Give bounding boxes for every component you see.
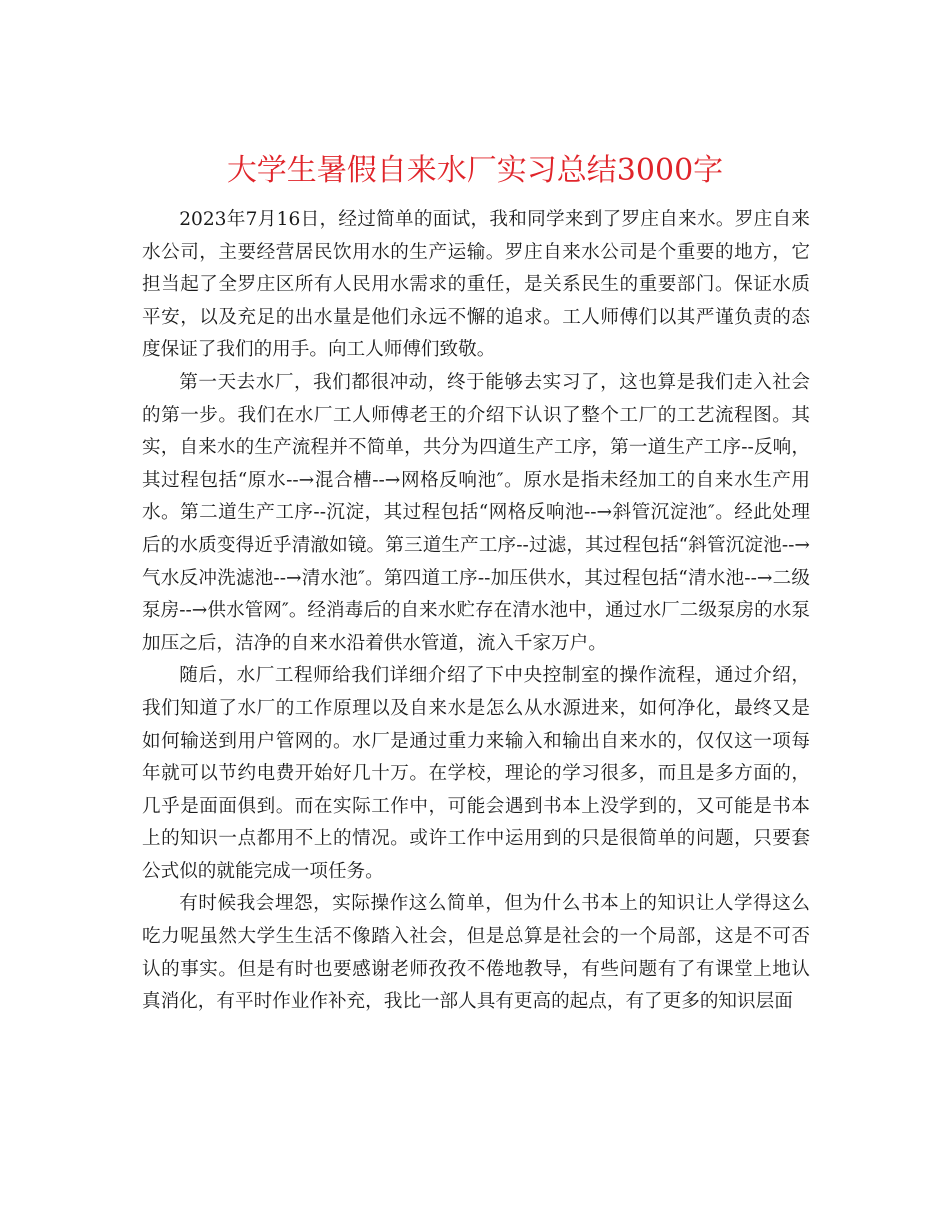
paragraph-3: 随后，水厂工程师给我们详细介绍了下中央控制室的操作流程，通过介绍，我们知道了水厂的工作原理以及自来水是怎么从水源进来，如何净化，最终又是如何输送到用户管网的。水厂是通过重力来输入和输出自来水的，仅仅这一项每年就可以节约电费开始好几十万。在学校，理论的学习很多，而且是多方面的，几乎是面面俱到。而在实际工作中，可能会遇到书本上没学到的，又可能是书本上的知识一点都用不上的情况。或许工作中运用到的只是很简单的问题，只要套公式似的就能完成一项任务。	[142, 665, 810, 882]
page-title: 大学生暑假自来水厂实习总结3000字	[226, 153, 724, 189]
paragraph-2: 第一天去水厂，我们都很冲动，终于能够去实习了，这也算是我们走入社会的第一步。我们在水厂工人师傅老王的介绍下认识了整个工厂的工艺流程图。其实，自来水的生产流程并不简单，共分为四道生产工序，第一道生产工序--反响，其过程包括“原水--→混合槽--→网格反响池″。原水是指未经加工的自来水生产用水。第二道生产工序--沉淀，其过程包括“网格反响池--→斜管沉淀池″。经此处理后的水质变得近乎清澈如镜。第三道生产工序--过滤，其过程包括“斜管沉淀池--→气水反冲洗滤池--→清水池″。第四道工序--加压供水，其过程包括“清水池--→二级泵房--→供水管网″。经消毒后的自来水贮存在清水池中，通过水厂二级泵房的水泵加压之后，洁净的自来水沿着供水管道，流入千家万户。	[142, 371, 810, 654]
paragraph-1: 2023年7月16日，经过简单的面试，我和同学来到了罗庄自来水。罗庄自来水公司，主要经营居民饮用水的生产运输。罗庄自来水公司是个重要的地方，它担当起了全罗庄区所有人民用水需求的重任，是关系民生的重要部门。保证水质平安，以及充足的出水量是他们永远不懈的追求。工人师傅们以其严谨负责的态度保证了我们的用手。向工人师傅们致敬。	[142, 209, 810, 361]
document-body	[142, 204, 810, 1019]
paragraph-4: 有时候我会埋怨，实际操作这么简单，但为什么书本上的知识让人学得这么吃力呢虽然大学生生活不像踏入社会，但是总算是社会的一个局部，这是不可否认的事实。但是有时也要感谢老师孜孜不倦地教导，有些问题有了有课堂上地认真消化，有平时作业作补充，我比一部人具有更高的起点，有了更多的知识层面	[142, 893, 810, 1013]
